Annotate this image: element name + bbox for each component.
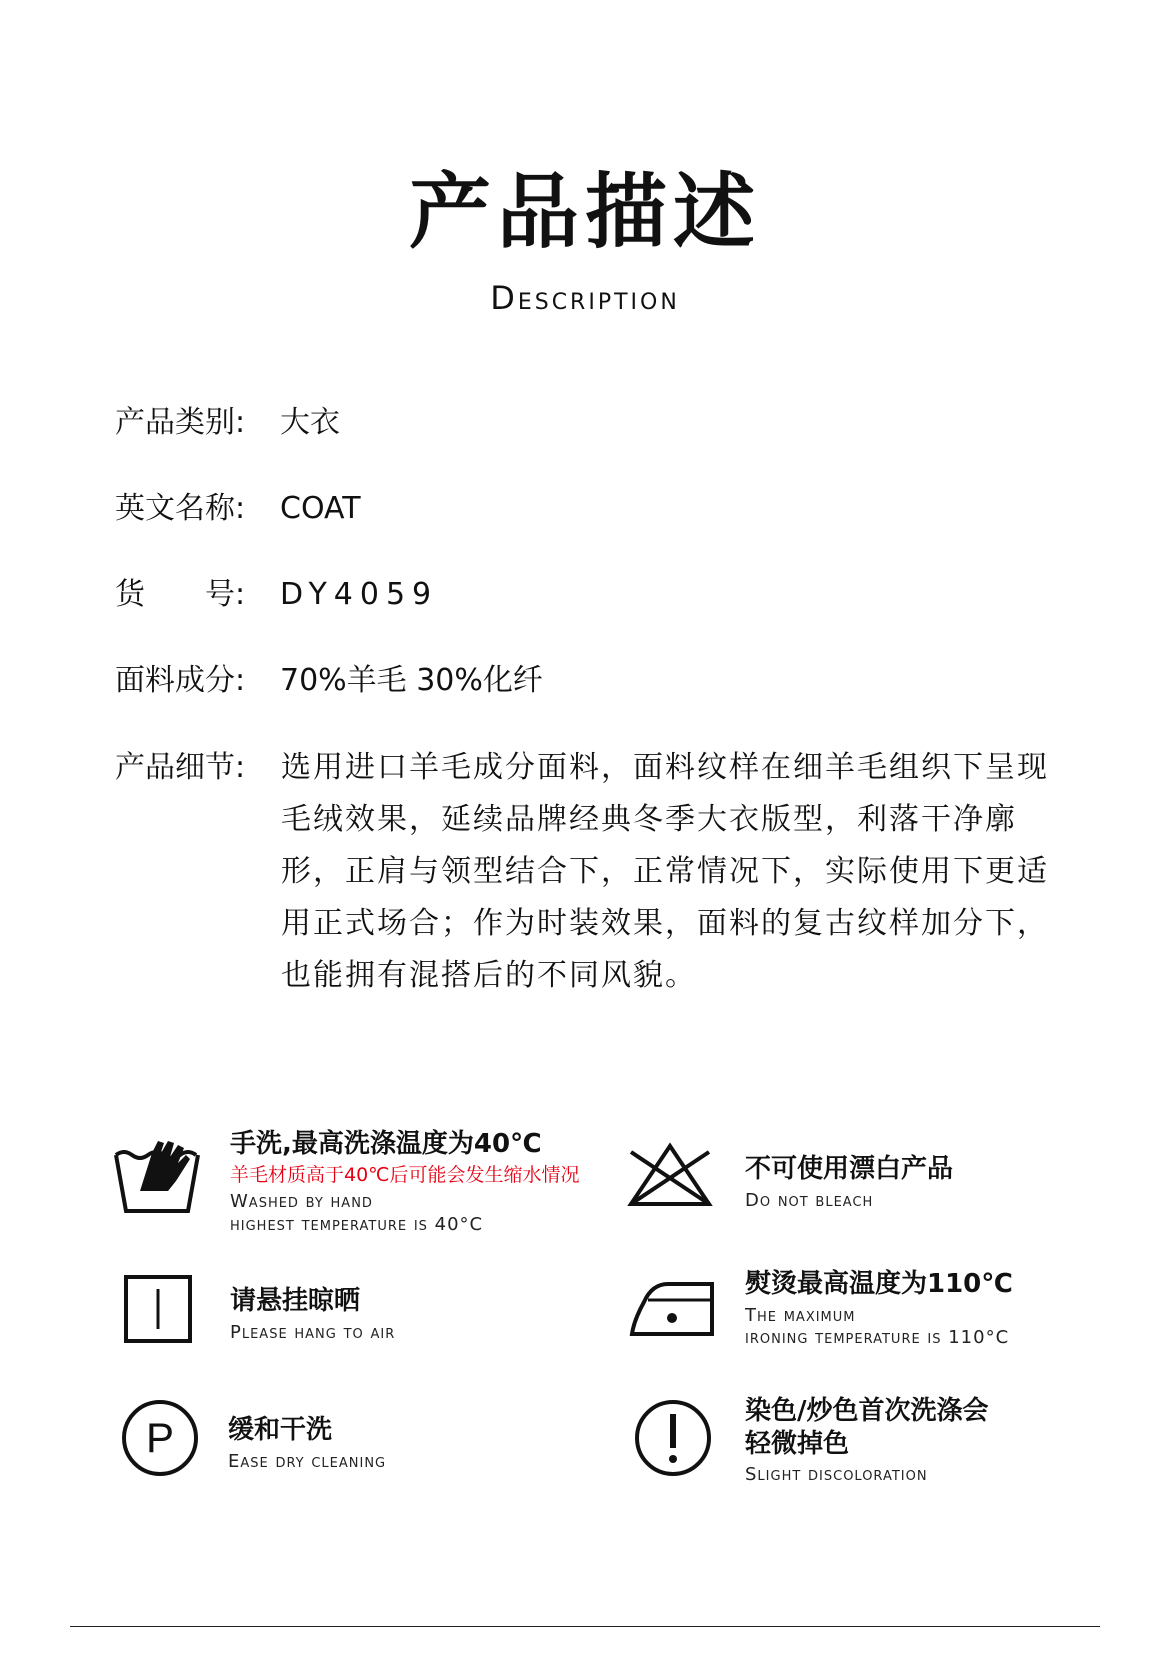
svg-text:P: P — [145, 1414, 175, 1461]
care-hand-wash-warning: 羊毛材质高于40℃后可能会发生缩水情况 — [230, 1163, 580, 1186]
field-sku — [115, 577, 439, 612]
care-no-bleach-title: 不可使用漂白产品 — [745, 1154, 954, 1184]
details-label: 产品细节: — [115, 750, 246, 785]
field-english-name-label: 英文名称: — [115, 491, 246, 526]
field-english-name — [115, 491, 361, 526]
field-fabric-value: 70%羊毛 30%化纤 — [280, 663, 543, 698]
dry-clean-icon — [120, 1398, 200, 1478]
care-no-bleach — [745, 1153, 953, 1212]
care-hang-dry-en: Please hang to air — [230, 1321, 396, 1343]
care-iron — [745, 1268, 1013, 1350]
no-bleach-icon — [625, 1140, 715, 1210]
details-text: 选用进口羊毛成分面料，面料纹样在细羊毛组织下呈现毛绒效果，延续品牌经典冬季大衣版型，利落干净廓形，正肩与领型结合下，正常情况下，实际使用下更适用正式场合；作为时装效果，面料的复古纹样加分下，也能拥有混搭后的不同风貌。 — [281, 750, 1049, 993]
care-hang-dry-title: 请悬挂晾晒 — [230, 1286, 361, 1316]
care-hand-wash-en-1: Washed by hand — [230, 1191, 373, 1213]
care-dry-clean-en: Ease dry cleaning — [228, 1450, 387, 1472]
care-discolor-title-2: 轻微掉色 — [745, 1428, 850, 1459]
field-category — [115, 405, 340, 440]
care-hang-dry — [230, 1285, 395, 1344]
care-hand-wash-title: 手洗,最高洗涤温度为40℃ — [230, 1129, 542, 1159]
field-sku-value: DY4059 — [280, 577, 439, 612]
care-dry-clean-title: 缓和干洗 — [228, 1415, 333, 1445]
hang-dry-icon — [124, 1275, 192, 1343]
care-iron-en-1: The maximum — [745, 1304, 856, 1326]
field-category-value: 大衣 — [280, 405, 340, 440]
care-hand-wash — [230, 1128, 580, 1236]
field-fabric-label: 面料成分: — [115, 663, 246, 698]
care-iron-title: 熨烫最高温度为110℃ — [745, 1269, 1013, 1299]
care-discolor-title-1: 染色/炒色首次洗涤会 — [745, 1396, 989, 1426]
care-iron-en-2: ironing temperature is 110°C — [745, 1327, 1010, 1348]
footer-divider — [70, 1626, 1100, 1627]
warning-icon — [633, 1398, 713, 1478]
page-title: 产品描述 — [408, 165, 761, 260]
care-discolor-en: Slight discoloration — [745, 1464, 928, 1485]
field-sku-label: 货 号: — [115, 577, 246, 612]
iron-icon — [628, 1280, 716, 1338]
field-fabric — [115, 663, 543, 698]
field-english-name-value: COAT — [280, 491, 361, 526]
care-hand-wash-en-2: highest temperature is 40°C — [230, 1213, 484, 1235]
hand-wash-icon — [112, 1135, 202, 1215]
care-no-bleach-en: Do not bleach — [745, 1189, 874, 1211]
page-subtitle: Description — [490, 279, 680, 317]
care-dry-clean — [228, 1414, 386, 1473]
care-discolor — [745, 1395, 989, 1487]
field-category-label: 产品类别: — [115, 405, 246, 440]
